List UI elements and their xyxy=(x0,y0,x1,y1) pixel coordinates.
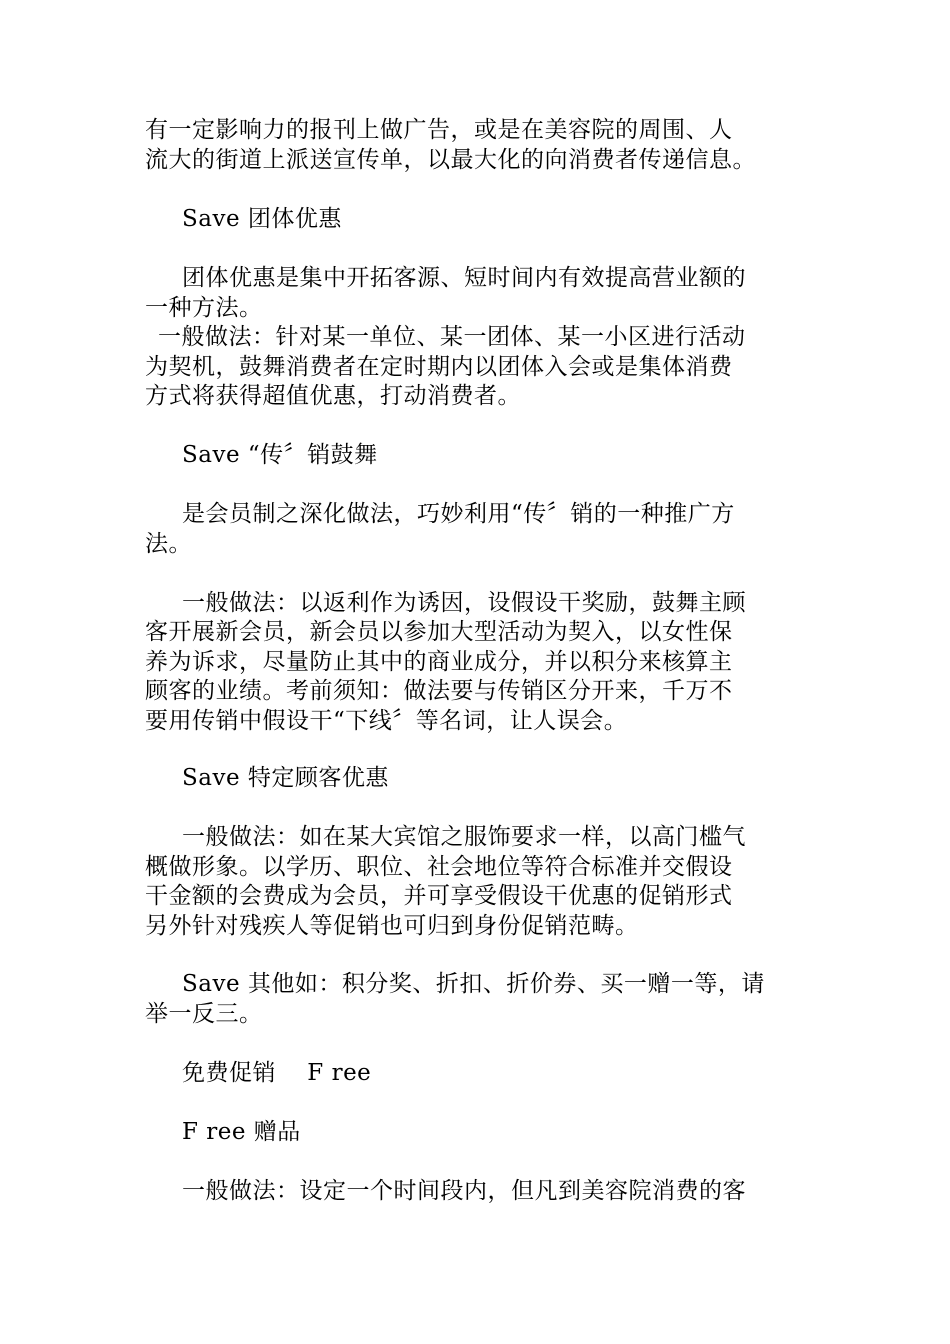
section-heading: Save 团体优惠 xyxy=(182,206,342,232)
paragraph-line: 干金额的会费成为会员，并可享受假设干优惠的促销形式 xyxy=(145,883,733,909)
paragraph-line: 顾客的业绩。考前须知：做法要与传销区分开来，千万不 xyxy=(145,678,733,704)
paragraph-line: 流大的街道上派送宣传单，以最大化的向消费者传递信息。 xyxy=(145,147,756,173)
paragraph-line: 客开展新会员，新会员以参加大型活动为契入，以女性保 xyxy=(145,619,733,645)
section-heading: 免费促销 F ree xyxy=(182,1060,372,1086)
paragraph-line: 法。 xyxy=(145,531,192,557)
paragraph-line: 举一反三。 xyxy=(145,1001,263,1027)
paragraph-line: 团体优惠是集中开拓客源、短时间内有效提高营业额的 xyxy=(182,265,746,291)
paragraph-line: 另外针对残疾人等促销也可归到身份促销范畴。 xyxy=(145,913,639,939)
paragraph-line: 一般做法：如在某大宾馆之服饰要求一样，以高门槛气 xyxy=(182,824,746,850)
paragraph-line: 概做形象。以学历、职位、社会地位等符合标准并交假设 xyxy=(145,854,733,880)
section-heading: Save “传〞销鼓舞 xyxy=(182,442,378,468)
paragraph-line: 为契机，鼓舞消费者在定时期内以团体入会或是集体消费 xyxy=(145,354,733,380)
paragraph-line: 有一定影响力的报刊上做广告，或是在美容院的周围、人 xyxy=(145,117,733,143)
paragraph-line: 养为诉求，尽量防止其中的商业成分，并以积分来核算主 xyxy=(145,649,733,675)
paragraph-line: 是会员制之深化做法，巧妙利用“传〞销的一种推广方 xyxy=(182,501,735,527)
paragraph-line: 一般做法：设定一个时间段内，但凡到美容院消费的客 xyxy=(182,1178,746,1204)
paragraph-line: 一种方法。 xyxy=(145,295,263,321)
section-heading: Save 特定顾客优惠 xyxy=(182,765,389,791)
paragraph-line: 一般做法：针对某一单位、某一团体、某一小区进行活动 xyxy=(158,324,746,350)
paragraph-line: Save 其他如：积分奖、折扣、折价券、买一赠一等，请 xyxy=(182,971,765,997)
paragraph-line: 方式将获得超值优惠，打动消费者。 xyxy=(145,383,521,409)
paragraph-line: 要用传销中假设干“下线〞等名词，让人误会。 xyxy=(145,708,628,734)
paragraph-line: 一般做法：以返利作为诱因，设假设干奖励，鼓舞主顾 xyxy=(182,590,746,616)
section-heading: F ree 赠品 xyxy=(182,1119,301,1145)
